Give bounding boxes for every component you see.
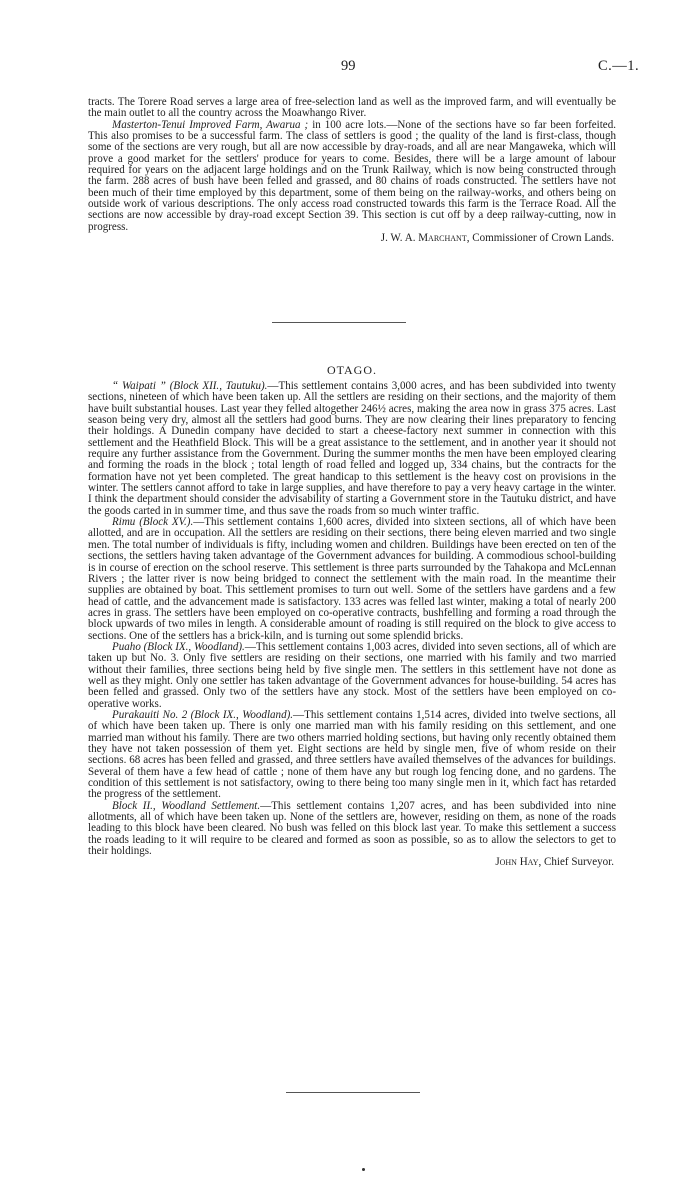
paragraph-body: —This settlement contains 3,000 acres, and has been subdivided into twenty sections, nineteen of which have been taken up. All the settlers are residing on their sections, and the majority of them have built substantial houses. Last year they felled altogether 246½ acres, making the area now in grass 375 acres. Last season being very dry, almost all the settlers had good burns. They are now clearing their lines preparatory to fencing their holdings. A Dunedin company have decided to start a cheese-factory next summer in connection with this settlement and the Heathfield Block. This will be a great assistance to the settlement, and in another year it should not require any further assistance from the Government. During the summer months the men have been employed clearing and forming the roads in the block ; total length of road felled and logged up, 334 chains, but the contracts for the formation have not yet been completed. The great handicap to this settlement is the heavy cost on provisions in the winter. The settlers cannot afford to take in large supplies, and have therefore to pay a very heavy cartage in the winter. I think the department should consider the advisability of starting a Government store in the Tautuku district, and have the goods carted in in summer time, and thus save the roads from so much winter traffic. (88, 380, 616, 517)
paragraph-torere-road: tracts. The Torere Road serves a large area of free-selection land as well as the improved farm, and will eventually be the main outlet to all the country across the Moawhango River. (88, 96, 616, 120)
paragraph-title: “ Waipati ” (Block XII., Tautuku). (112, 380, 268, 392)
paragraph-puaho (88, 642, 616, 710)
paragraph-block-ii-woodland (88, 801, 616, 858)
page-header (0, 58, 700, 78)
paragraph-body: —This settlement contains 1,207 acres, and has been subdivided into nine allotments, all of which have been taken up. None of the settlers are, however, residing on them, as none of the roads leading to this block have been cleared. No bush was felled on this block last year. To make this settlement a success the roads leading to it will require to be cleared and formed as soon as possible, so as to allow the selectors to get to their holdings. (88, 799, 617, 858)
paragraph-title: Purakauiti No. 2 (Block IX., Woodland). (112, 708, 294, 721)
signature-marchant (88, 233, 616, 244)
section-heading-otago: OTAGO. (326, 363, 378, 377)
page-number: 99 (341, 58, 356, 74)
paragraph-title: Block II., Woodland Settlement. (112, 799, 261, 812)
paragraph-title: Rimu (Block XV.). (112, 516, 194, 529)
paragraph-body: —This settlement contains 1,514 acres, divided into twelve sections, all of which have been taken up. There is only one married man with his family residing on this settlement, and one married man without his family. There are two others married holding sections, but having only recently obtained them they have not taken possession of them yet. Eight sections are held by single men, five of whom reside on their sections. 68 acres has been felled and grassed, and three settlers have availed themselves of the advances for buildings. Several of them have a few head of cattle ; none of them have any but rough log fencing done, and no gardens. The condition of this settlement is not satisfactory, owing to there being too many single men in it, which fact has retarded the progress of the settlement. (88, 708, 616, 801)
section-wellington-text (88, 97, 616, 244)
paragraph-rimu (88, 517, 616, 642)
paragraph-title: Masterton-Tenui Improved Farm, Awarua ; (112, 118, 309, 131)
end-divider (286, 1092, 420, 1093)
paragraph-purakauiti (88, 710, 616, 801)
paragraph-body: —This settlement contains 1,600 acres, divided into sixteen sections, all of which have been allotted, and are in occupation. All the settlers are residing on their sections, there being eleven married and two single men. The total number of individuals is fifty, including women and children. Buildings have been erected on ten of the sections, the settlers having taken advantage of the Government advances for building. A commodious school-building is in course of erection on the school reserve. This settlement is three parts surrounded by the Tahakopa and McLennan Rivers ; the latter river is now being bridged to connect the settlement with the main road. In the meantime their supplies are obtained by boat. This settlement promises to turn out well. Some of the settlers have gardens and a few head of cattle, and the advancement made is satisfactory. 133 acres was felled last winter, making a total of nearly 200 acres in grass. The settlers have been employed on co-operative contracts, bushfelling and forming a road through the block upwards of two miles in length. A considerable amount of roading is still required on the block to give access to sections. One of the settlers has a brick-kiln, and is turning out some splendid bricks. (88, 516, 616, 642)
paragraph-body: —This settlement contains 1,003 acres, divided into seven sections, all of which are taken up but No. 3. Only five settlers are residing on their sections, one married with his family and two married without their families, three sections being held by five single men. The settlers in this settlement have not done as well as they might. Only one settler has taken advantage of the Government advances for house-building. 54 acres has been felled and grassed. Only two of the settlers have any stock. Most of the settlers have been employed on co-operative works. (88, 640, 616, 710)
signature-title: Commissioner of Crown Lands. (472, 232, 614, 245)
signature-title: Chief Surveyor. (544, 856, 614, 869)
paragraph-body: in 100 acre lots.—None of the sections have so far been forfeited. This also promises to be a successful farm. The class of settlers is good ; the quality of the land is first-class, though some of the sections are very rough, but all are now accessible by dray-roads, and all are near Mangaweka, which will prove a good market for the settlers' produce for years to come. Besides, there will be a large amount of labour required for years on the adjacent large holdings and on the Trunk Railway, which is now being constructed through the farm. 288 acres of bush have been felled and grassed, and 80 chains of roads constructed. The settlers have not been much of their time employed by this department, some of them being on the railway-works, and others being on outside work of various descriptions. The only access road constructed towards this farm is the Terrace Road. All the sections are now accessible by dray-road except Section 39. This section is cut off by a deep railway-cutting, now in progress. (88, 118, 616, 233)
section-divider (272, 322, 406, 323)
signature-hay (88, 857, 616, 868)
signature-name: J. W. A. Marchant, (380, 232, 470, 245)
paragraph-waipati (88, 381, 616, 517)
signature-name: John Hay, (495, 856, 542, 869)
document-reference: C.—1. (598, 58, 640, 74)
paragraph-masterton-tenui (88, 120, 616, 233)
paragraph-title: Puaho (Block IX., Woodland). (112, 640, 245, 653)
section-otago-text (88, 381, 616, 869)
page-mark (362, 1168, 365, 1171)
